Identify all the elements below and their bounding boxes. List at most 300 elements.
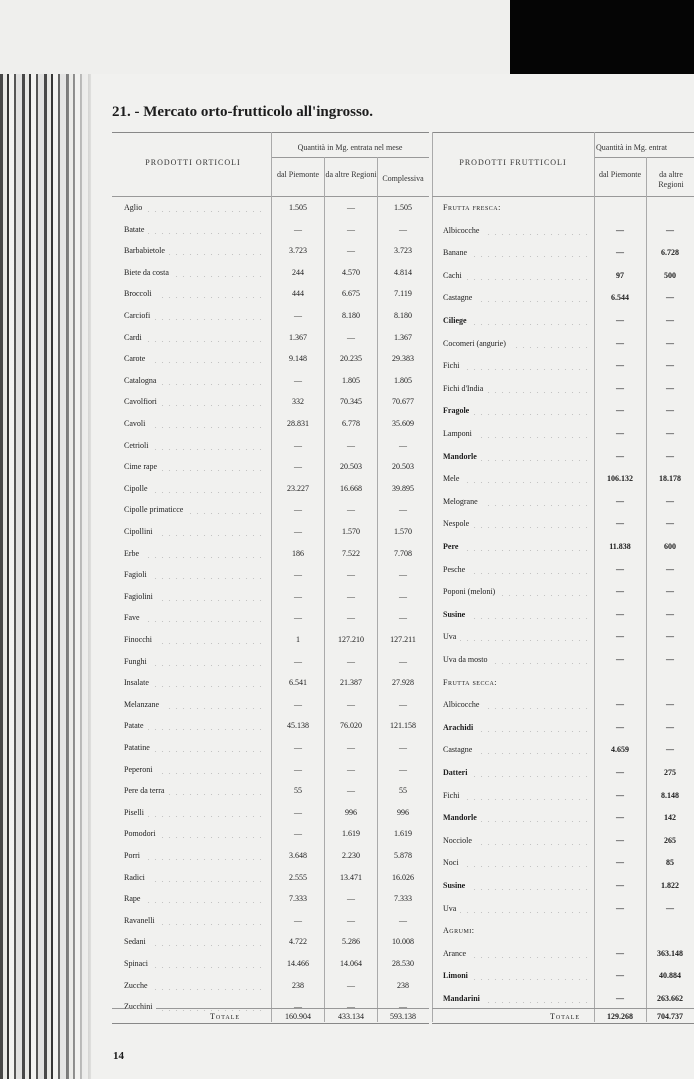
value-dal-piemonte: — [616, 768, 624, 777]
product-label: Noci [443, 858, 463, 867]
product-name [124, 700, 266, 709]
product-name [443, 519, 591, 528]
value-altre-regioni: — [666, 361, 674, 371]
product-label: Ravanelli [124, 916, 159, 925]
value-dal-piemonte: 11.838 [609, 542, 631, 551]
value-altre-regioni: — [347, 246, 355, 256]
product-name [443, 768, 591, 777]
table-row [443, 384, 694, 397]
value-altre-regioni: — [347, 743, 355, 752]
value-complessiva: 55 [399, 786, 407, 796]
product-name [443, 429, 591, 438]
product-label: Broccoli [124, 289, 156, 298]
value-dal-piemonte: 1.367 [289, 332, 307, 342]
value-dal-piemonte: — [294, 807, 302, 817]
product-label: Peperoni [124, 765, 156, 774]
value-dal-piemonte: — [616, 338, 624, 348]
value-altre-regioni: — [666, 293, 674, 303]
product-label: Lamponi [443, 429, 476, 438]
value-altre-regioni: 6.778 [342, 419, 360, 428]
product-label: Pesche [443, 565, 469, 574]
value-dal-piemonte: — [616, 361, 624, 371]
value-altre-regioni: 18.178 [659, 474, 681, 484]
value-dal-piemonte: — [616, 609, 624, 619]
value-dal-piemonte: 3.648 [289, 851, 307, 860]
value-altre-regioni: 600 [664, 542, 676, 551]
header-rule [271, 157, 429, 158]
value-complessiva: 7.708 [394, 548, 412, 558]
value-altre-regioni: — [666, 429, 674, 438]
product-name [443, 497, 591, 506]
product-name [124, 203, 266, 212]
value-altre-regioni: 996 [345, 807, 357, 817]
product-name [124, 786, 266, 795]
value-altre-regioni: 70.345 [340, 397, 362, 407]
product-name [443, 723, 591, 732]
value-altre-regioni: — [347, 203, 355, 212]
product-label: Ciliege [443, 316, 471, 325]
product-name [124, 808, 266, 817]
value-dal-piemonte: — [294, 829, 302, 839]
product-name [443, 293, 591, 302]
value-dal-piemonte: — [294, 1002, 302, 1012]
product-label: Nespole [443, 519, 473, 528]
value-altre-regioni: — [666, 225, 674, 235]
value-dal-piemonte: 9.148 [289, 354, 307, 364]
section-heading-row [443, 678, 694, 691]
product-label: Cipolle primaticce [124, 505, 187, 514]
product-label: Spinaci [124, 959, 152, 968]
value-altre-regioni: — [666, 609, 674, 619]
value-dal-piemonte: — [616, 316, 624, 325]
table-row [443, 248, 694, 261]
table-row [124, 635, 429, 648]
total-dal-piemonte: 129.268 [607, 1012, 633, 1021]
table-row [443, 881, 694, 894]
product-label: Finocchi [124, 635, 156, 644]
table-row [443, 542, 694, 555]
value-complessiva: 27.928 [392, 678, 414, 688]
product-label: Susine [443, 881, 469, 890]
product-name [124, 851, 266, 860]
value-complessiva: — [399, 699, 407, 709]
value-altre-regioni: — [666, 632, 674, 642]
value-complessiva: 1.570 [394, 527, 412, 536]
value-dal-piemonte: 186 [292, 548, 304, 558]
vegetable-total-row [112, 1012, 429, 1025]
table-row [443, 497, 694, 510]
product-label: Nocciole [443, 836, 476, 845]
product-name [443, 700, 591, 709]
value-altre-regioni: 1.570 [342, 527, 360, 536]
value-altre-regioni: — [347, 786, 355, 796]
product-label: Mandarini [443, 994, 484, 1003]
vegetable-product-header: PRODOTTI ORTICOLI [145, 158, 241, 167]
value-complessiva: 996 [397, 807, 409, 817]
table-row [124, 937, 429, 950]
value-dal-piemonte: — [294, 591, 302, 601]
product-name [443, 971, 591, 980]
value-complessiva: 28.530 [392, 959, 414, 968]
value-dal-piemonte: 4.659 [611, 745, 629, 755]
table-row [443, 723, 694, 736]
table-row [124, 354, 429, 367]
value-altre-regioni: 363.148 [657, 948, 683, 958]
page-number: 14 [113, 1050, 124, 1062]
value-altre-regioni: — [347, 1002, 355, 1012]
table-row [124, 484, 429, 497]
product-name [443, 994, 591, 1003]
value-dal-piemonte: 238 [292, 980, 304, 990]
value-altre-regioni: 85 [666, 858, 674, 868]
table-row [443, 971, 694, 984]
value-dal-piemonte: — [294, 311, 302, 320]
product-name [443, 632, 591, 641]
value-dal-piemonte: 23.227 [287, 483, 309, 493]
product-label: Albicocche [443, 700, 483, 709]
product-label: Castagne [443, 745, 476, 754]
value-dal-piemonte: 6.544 [611, 293, 629, 303]
product-name [124, 376, 266, 385]
value-altre-regioni: 20.235 [340, 354, 362, 364]
value-dal-piemonte: — [616, 225, 624, 235]
value-dal-piemonte: 45.138 [287, 721, 309, 731]
value-dal-piemonte: — [294, 440, 302, 450]
table-row [124, 721, 429, 734]
value-dal-piemonte: — [616, 564, 624, 574]
section-heading-row [443, 203, 694, 216]
product-label: Cavoli [124, 419, 149, 428]
product-label: Agrumi: [443, 926, 479, 935]
product-label: Pere da terra [124, 786, 168, 795]
col-altre-regioni: da altre Regioni [658, 170, 684, 189]
value-altre-regioni: 8.180 [342, 311, 360, 320]
product-name [124, 592, 266, 601]
product-name [443, 904, 591, 913]
table-row [443, 610, 694, 623]
value-altre-regioni: — [666, 587, 674, 597]
product-name [124, 311, 266, 320]
value-altre-regioni: 142 [664, 813, 676, 823]
product-name [443, 565, 591, 574]
total-dal-piemonte: 160.904 [285, 1012, 311, 1021]
table-row [124, 765, 429, 778]
product-name [443, 406, 591, 415]
total-complessiva: 593.138 [390, 1012, 416, 1021]
value-complessiva: 4.814 [394, 267, 412, 277]
value-dal-piemonte: — [616, 587, 624, 597]
vegetable-total-label: Totale [210, 1012, 241, 1021]
value-dal-piemonte: 28.831 [287, 419, 309, 428]
value-dal-piemonte: — [294, 375, 302, 385]
value-dal-piemonte: — [294, 915, 302, 925]
value-altre-regioni: 127.210 [338, 635, 364, 644]
value-dal-piemonte: — [616, 519, 624, 529]
product-label: Susine [443, 610, 469, 619]
value-dal-piemonte: — [294, 527, 302, 536]
product-label: Cipollini [124, 527, 156, 536]
product-name [443, 542, 591, 551]
table-row [124, 376, 429, 389]
value-dal-piemonte: — [616, 835, 624, 845]
value-dal-piemonte: — [294, 224, 302, 234]
table-row [124, 570, 429, 583]
section-heading-row [443, 926, 694, 939]
value-altre-regioni: — [347, 894, 355, 904]
product-label: Fichi [443, 791, 463, 800]
value-altre-regioni: 5.286 [342, 937, 360, 947]
product-name [443, 949, 591, 958]
value-dal-piemonte: — [616, 700, 624, 710]
product-name [443, 858, 591, 867]
table-row [124, 743, 429, 756]
page-title: 21. - Mercato orto-frutticolo all'ingrosso. [112, 104, 374, 120]
table-row [124, 808, 429, 821]
value-complessiva: — [399, 613, 407, 623]
value-dal-piemonte: — [294, 505, 302, 515]
value-dal-piemonte: — [616, 632, 624, 642]
product-label: Piselli [124, 808, 148, 817]
value-dal-piemonte: — [294, 462, 302, 472]
header-rule [594, 157, 694, 158]
product-label: Albicocche [443, 226, 483, 235]
value-dal-piemonte: 2.555 [289, 872, 307, 882]
product-name [124, 549, 266, 558]
product-name [443, 248, 591, 257]
table-row [124, 981, 429, 994]
table-divider [432, 132, 433, 1022]
product-name [443, 791, 591, 800]
table-row [124, 333, 429, 346]
product-label: Cipolle [124, 484, 152, 493]
product-label: Zucche [124, 981, 152, 990]
product-label: Mandorle [443, 452, 481, 461]
table-row [124, 613, 429, 626]
value-altre-regioni: 275 [664, 768, 676, 777]
product-label: Aglio [124, 203, 146, 212]
product-label: Rape [124, 894, 144, 903]
product-label: Insalate [124, 678, 153, 687]
product-label: Carote [124, 354, 149, 363]
product-label: Castagne [443, 293, 476, 302]
product-name [443, 813, 591, 822]
product-label: Fichi d'India [443, 384, 487, 393]
table-row [124, 959, 429, 972]
table-row [443, 745, 694, 758]
value-dal-piemonte: — [616, 406, 624, 416]
value-altre-regioni: — [347, 915, 355, 925]
value-complessiva: 121.158 [390, 721, 416, 731]
value-complessiva: 16.026 [392, 872, 414, 882]
value-altre-regioni: — [666, 451, 674, 461]
value-altre-regioni: 1.805 [342, 375, 360, 385]
value-altre-regioni: — [666, 519, 674, 529]
product-name [124, 959, 266, 968]
value-dal-piemonte: 244 [292, 267, 304, 277]
product-label: Arachidi [443, 723, 477, 732]
product-label: Cocomeri (angurie) [443, 339, 510, 348]
column-rule [324, 157, 325, 1022]
product-name [124, 873, 266, 882]
product-name [124, 765, 266, 774]
value-dal-piemonte: — [616, 451, 624, 461]
product-label: Cavolfiori [124, 397, 161, 406]
table-row [443, 904, 694, 917]
value-dal-piemonte: — [616, 858, 624, 868]
value-dal-piemonte: 97 [616, 270, 624, 280]
product-label: Uva da mosto [443, 655, 491, 664]
col-dal-piemonte: dal Piemonte [277, 170, 319, 179]
value-complessiva: 1.505 [394, 203, 412, 212]
value-complessiva: — [399, 224, 407, 234]
table-row [443, 519, 694, 532]
value-complessiva: 8.180 [394, 311, 412, 320]
product-label: Cardi [124, 333, 146, 342]
product-label: Funghi [124, 657, 151, 666]
value-dal-piemonte: — [294, 613, 302, 623]
table-row [124, 419, 429, 432]
value-altre-regioni: 76.020 [340, 721, 362, 731]
product-label: Pomodori [124, 829, 160, 838]
value-complessiva: 1.805 [394, 375, 412, 385]
product-label: Arance [443, 949, 470, 958]
value-altre-regioni: — [666, 338, 674, 348]
value-complessiva: — [399, 915, 407, 925]
value-dal-piemonte: — [616, 248, 624, 258]
table-row [124, 700, 429, 713]
value-altre-regioni: 1.822 [661, 881, 679, 890]
value-altre-regioni: — [666, 496, 674, 506]
table-row [124, 462, 429, 475]
table-row [124, 916, 429, 929]
table-row [124, 203, 429, 216]
table-row [443, 452, 694, 465]
product-name [124, 441, 266, 450]
table-row [443, 339, 694, 352]
value-dal-piemonte: — [616, 496, 624, 506]
value-dal-piemonte: 332 [292, 397, 304, 407]
fruit-total-label: Totale [550, 1012, 581, 1021]
table-row [443, 858, 694, 871]
table-row [124, 851, 429, 864]
product-name [443, 587, 591, 596]
product-name [124, 462, 266, 471]
value-dal-piemonte: — [294, 656, 302, 666]
product-label: Cachi [443, 271, 466, 280]
product-name [124, 613, 266, 622]
value-altre-regioni: — [666, 700, 674, 710]
value-complessiva: 20.503 [392, 462, 414, 472]
value-dal-piemonte: — [616, 722, 624, 732]
product-name [443, 655, 591, 664]
table-row [124, 657, 429, 670]
product-name [124, 397, 266, 406]
product-name [124, 419, 266, 428]
value-complessiva: — [399, 656, 407, 666]
fruit-quantity-header: Quantità in Mg. entrat [596, 143, 668, 152]
value-altre-regioni: — [347, 764, 355, 774]
total-altre-regioni: 704.737 [657, 1012, 683, 1021]
product-name [124, 894, 266, 903]
value-altre-regioni: — [347, 224, 355, 234]
value-altre-regioni: — [666, 383, 674, 393]
product-name [443, 610, 591, 619]
value-altre-regioni: — [666, 722, 674, 732]
total-altre-regioni: 433.134 [338, 1012, 364, 1021]
product-name [443, 203, 591, 212]
product-label: Fichi [443, 361, 463, 370]
table-row [124, 441, 429, 454]
product-label: Patate [124, 721, 148, 730]
product-label: Erbe [124, 549, 143, 558]
product-label: Catalogna [124, 376, 160, 385]
value-complessiva: 7.333 [394, 894, 412, 904]
value-altre-regioni: — [347, 699, 355, 709]
value-dal-piemonte: — [616, 948, 624, 958]
product-name [124, 225, 266, 234]
spine-fade [55, 74, 95, 1079]
value-dal-piemonte: 55 [294, 786, 302, 796]
product-name [124, 333, 266, 342]
value-dal-piemonte: 1.505 [289, 203, 307, 212]
product-label: Fragole [443, 406, 473, 415]
value-dal-piemonte: 14.466 [287, 959, 309, 968]
value-altre-regioni: 4.570 [342, 267, 360, 277]
value-altre-regioni: 1.619 [342, 829, 360, 839]
product-label: Patatine [124, 743, 154, 752]
value-dal-piemonte: — [294, 699, 302, 709]
value-altre-regioni: — [347, 332, 355, 342]
value-dal-piemonte: — [616, 790, 624, 800]
table-row [443, 316, 694, 329]
value-complessiva: 35.609 [392, 419, 414, 428]
product-name [124, 937, 266, 946]
product-name [124, 678, 266, 687]
col-complessiva: Complessiva [382, 174, 424, 183]
value-altre-regioni: — [347, 570, 355, 580]
product-label: Mele [443, 474, 463, 483]
value-dal-piemonte: 3.723 [289, 246, 307, 256]
value-complessiva: 1.619 [394, 829, 412, 839]
product-name [443, 836, 591, 845]
table-row [124, 311, 429, 324]
product-label: Porri [124, 851, 144, 860]
table-row [443, 429, 694, 442]
value-complessiva: 1.367 [394, 332, 412, 342]
table-row [443, 587, 694, 600]
value-dal-piemonte: 6.541 [289, 678, 307, 688]
product-name [443, 474, 591, 483]
product-label: Uva [443, 632, 460, 641]
table-row [124, 289, 429, 302]
value-altre-regioni: — [666, 564, 674, 574]
table-row [124, 873, 429, 886]
value-dal-piemonte: — [294, 570, 302, 580]
table-row [443, 271, 694, 284]
table-row [124, 549, 429, 562]
fruit-product-header: PRODOTTI FRUTTICOLI [459, 158, 567, 167]
product-name [124, 484, 266, 493]
value-altre-regioni: 2.230 [342, 851, 360, 860]
table-row [124, 246, 429, 259]
table-row [124, 786, 429, 799]
value-altre-regioni: — [347, 440, 355, 450]
product-label: Radici [124, 873, 149, 882]
value-complessiva: 3.723 [394, 246, 412, 256]
value-altre-regioni: — [666, 655, 674, 664]
value-complessiva: 127.211 [390, 635, 416, 644]
table-row [443, 994, 694, 1007]
